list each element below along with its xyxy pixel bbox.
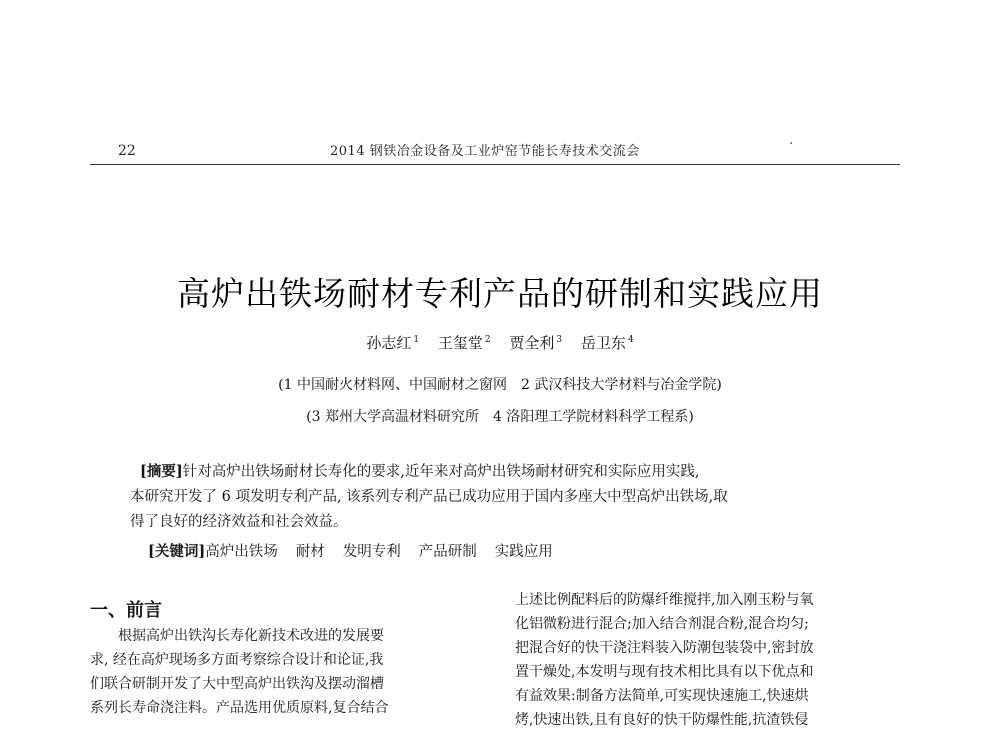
page-number: 22 xyxy=(118,143,136,159)
body-line: 根据高炉出铁沟长寿化新技术改进的发展要 xyxy=(118,628,384,644)
header-rule xyxy=(90,164,900,165)
keywords-label: [关键词] xyxy=(148,543,206,560)
header-mark: · xyxy=(789,136,794,152)
body-line: 上述比例配料后的防爆纤维搅拌,加入刚玉粉与氧 xyxy=(515,592,814,608)
affiliation-line-1: (1 中国耐火材料网、中国耐材之窗网 2 武汉科技大学材料与冶金学院) xyxy=(278,377,722,393)
body-line: 烤,快速出铁,且有良好的快干防爆性能,抗渣铁侵 xyxy=(515,712,809,728)
section-heading: 一、前言 xyxy=(90,600,162,621)
author-1: 孙志红 $^1$ xyxy=(366,334,420,352)
body-line: 有益效果:制备方法简单,可实现快速施工,快速烘 xyxy=(515,688,809,704)
author-2: 王玺堂 $^2$ xyxy=(437,334,491,352)
abstract-line-2: 本研究开发了 6 项发明专利产品, 该系列专利产品已成功应用于国内多座大中型高炉出铁场,取 xyxy=(130,489,728,505)
paper-title: 高炉出铁场耐材专利产品的研制和实践应用 xyxy=(177,274,823,313)
body-line: 求, 经在高炉现场多方面考察综合设计和论证,我 xyxy=(90,652,384,668)
author-4: 岳卫东 $^4$ xyxy=(580,334,634,352)
body-line: 置干燥处,本发明与现有技术相比具有以下优点和 xyxy=(515,664,814,680)
abstract-label: [摘要] xyxy=(140,463,183,480)
abstract-line-1: [摘要]针对高炉出铁场耐材长寿化的要求,近年来对高炉出铁场耐材研究和实际应用实践, xyxy=(140,463,700,480)
author-list xyxy=(0,332,1000,353)
keyword: 高炉出铁场 xyxy=(205,544,278,560)
body-column-right xyxy=(515,588,910,732)
keyword: 实践应用 xyxy=(494,544,553,560)
body-line: 们联合研制开发了大中型高炉出铁沟及摆动溜槽 xyxy=(90,676,384,692)
keyword: 耐材 xyxy=(295,544,325,560)
keywords xyxy=(148,540,571,561)
keyword: 产品研制 xyxy=(418,544,477,560)
affiliation-line-2: (3 郑州大学高温材料研究所 4 洛阳理工学院材料科学工程系) xyxy=(306,409,694,425)
body-line: 系列长寿命浇注料。产品选用优质原料,复合结合 xyxy=(90,700,389,716)
author-3: 贾全利 $^3$ xyxy=(509,334,563,352)
body-line: 化铝微粉进行混合;加入结合剂混合粉,混合均匀; xyxy=(515,616,809,632)
body-column-left xyxy=(90,624,485,720)
abstract-line-3: 得了良好的经济效益和社会效益。 xyxy=(130,514,348,530)
keyword: 发明专利 xyxy=(342,544,401,560)
running-header: 2014 钢铁冶金设备及工业炉窑节能长寿技术交流会 xyxy=(330,144,640,159)
abstract xyxy=(130,459,870,535)
body-line: 把混合好的快干浇注料装入防潮包装袋中,密封放 xyxy=(515,640,814,656)
